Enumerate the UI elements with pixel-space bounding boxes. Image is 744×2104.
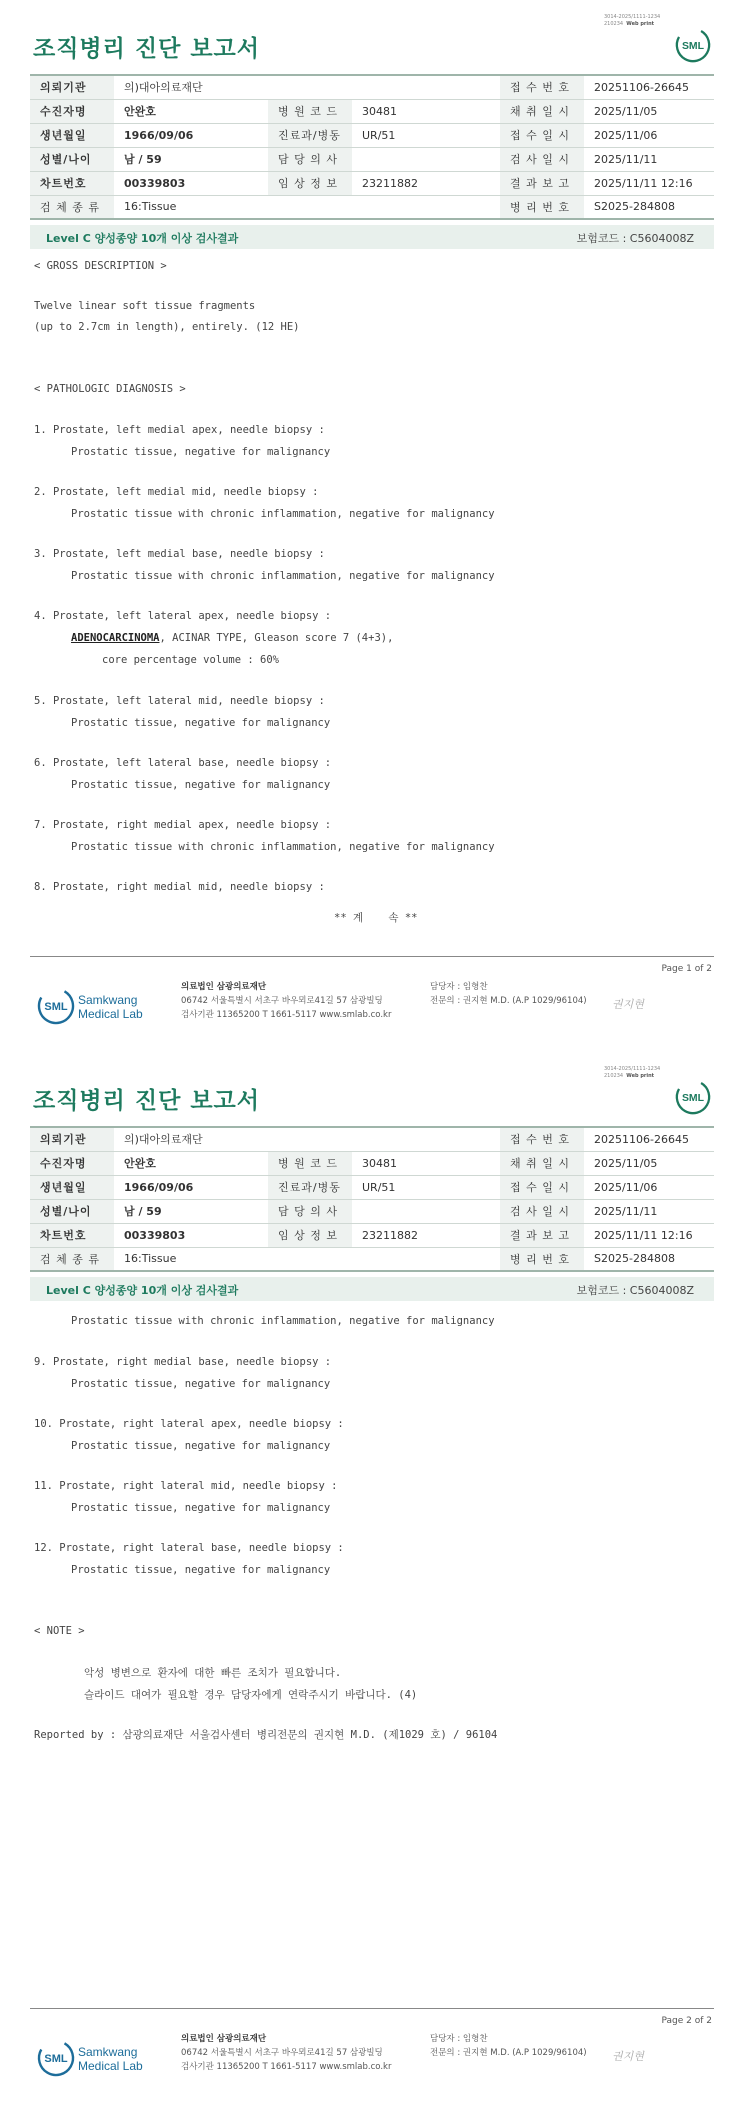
value-test-date: 2025/11/11	[584, 1199, 714, 1223]
label-physician: 담 당 의 사	[268, 147, 352, 171]
footer-staff	[430, 980, 587, 1008]
test-banner	[30, 1277, 714, 1301]
label-birth-date: 생년월일	[30, 1175, 114, 1199]
label-collection-date: 채 취 일 시	[500, 99, 584, 123]
diagnosis-result: Prostatic tissue with chronic inflammation, negative for malignancy	[71, 841, 495, 853]
note-header: < NOTE >	[34, 1625, 85, 1637]
page-number: Page 1 of 2	[661, 964, 712, 974]
value-clinical-info: 23211882	[352, 1223, 500, 1247]
diagnosis-result: Prostatic tissue with chronic inflammation, negative for malignancy	[71, 570, 495, 582]
gross-text-line: Twelve linear soft tissue fragments	[34, 300, 256, 312]
value-requesting-institution: 의)대아의료재단	[114, 1127, 500, 1151]
diagnosis-site: 8. Prostate, right medial mid, needle biopsy :	[34, 881, 325, 893]
value-specimen-type: 16:Tissue	[114, 195, 500, 219]
value-accession-number: 20251106-26645	[584, 1127, 714, 1151]
info-row	[30, 147, 714, 171]
label-clinical-info: 임 상 정 보	[268, 1223, 352, 1247]
print-meta-line2: 210234	[604, 21, 624, 27]
value-result-report: 2025/11/11 12:16	[584, 171, 714, 195]
label-requesting-institution: 의뢰기관	[30, 75, 114, 99]
value-department: UR/51	[352, 1175, 500, 1199]
value-collection-date: 2025/11/05	[584, 99, 714, 123]
label-received-date: 접 수 일 시	[500, 1175, 584, 1199]
svg-text:Samkwang: Samkwang	[78, 993, 138, 1007]
value-patient-name: 안완호	[114, 1151, 268, 1175]
diagnosis-header: < PATHOLOGIC DIAGNOSIS >	[34, 383, 186, 395]
diagnosis-site: 12. Prostate, right lateral base, needle biopsy :	[34, 1542, 344, 1554]
svg-text:SML: SML	[681, 1092, 705, 1104]
label-hospital-code: 병 원 코 드	[268, 99, 352, 123]
label-accession-number: 접 수 번 호	[500, 1127, 584, 1151]
insurance-code: 보험코드 : C5604008Z	[576, 1284, 694, 1297]
info-row	[30, 123, 714, 147]
label-specimen-type: 검 체 종 류	[30, 195, 114, 219]
value-test-date: 2025/11/11	[584, 147, 714, 171]
print-meta	[604, 14, 660, 28]
diagnosis-result: Prostatic tissue, negative for malignancy	[71, 717, 331, 729]
label-result-report: 결 과 보 고	[500, 1223, 584, 1247]
label-birth-date: 생년월일	[30, 123, 114, 147]
svg-text:SML: SML	[681, 40, 705, 52]
page-title: 조직병리 진단 보고서	[33, 1088, 260, 1114]
diagnosis-result	[71, 631, 393, 645]
info-row	[30, 1127, 714, 1151]
label-clinical-info: 임 상 정 보	[268, 171, 352, 195]
label-patient-name: 수진자명	[30, 99, 114, 123]
value-accession-number: 20251106-26645	[584, 75, 714, 99]
page-title: 조직병리 진단 보고서	[33, 36, 260, 62]
samkwang-logo-icon	[36, 982, 156, 1032]
note-line: 슬라이드 대여가 필요할 경우 담당자에게 연락주시기 바랍니다. (4)	[84, 1689, 418, 1701]
value-received-date: 2025/11/06	[584, 123, 714, 147]
value-hospital-code: 30481	[352, 99, 500, 123]
value-result-report: 2025/11/11 12:16	[584, 1223, 714, 1247]
value-birth-date: 1966/09/06	[114, 1175, 268, 1199]
gross-description-header: < GROSS DESCRIPTION >	[34, 260, 167, 272]
footer-organization	[181, 2032, 391, 2074]
value-chart-number: 00339803	[114, 171, 268, 195]
page-number: Page 2 of 2	[661, 2016, 712, 2026]
value-collection-date: 2025/11/05	[584, 1151, 714, 1175]
diagnosis-site: 9. Prostate, right medial base, needle biopsy :	[34, 1356, 332, 1368]
staff-name: 임형찬	[462, 2034, 488, 2044]
label-result-report: 결 과 보 고	[500, 171, 584, 195]
footer-organization	[181, 980, 391, 1022]
info-row	[30, 195, 714, 219]
adenocarcinoma-term: ADENOCARCINOMA	[71, 632, 160, 644]
diagnosis-site: 7. Prostate, right medial apex, needle biopsy :	[34, 819, 332, 831]
label-received-date: 접 수 일 시	[500, 123, 584, 147]
continued-marker: ** 계 속 **	[334, 912, 418, 924]
print-meta-line2: 210234	[604, 1073, 624, 1079]
info-row	[30, 1175, 714, 1199]
svg-text:Medical Lab: Medical Lab	[78, 2059, 143, 2073]
diagnosis-site: 10. Prostate, right lateral apex, needle biopsy :	[34, 1418, 344, 1430]
value-pathology-number: S2025-284808	[584, 1247, 714, 1271]
label-sex-age: 성별/나이	[30, 1199, 114, 1223]
svg-text:Samkwang: Samkwang	[78, 2045, 138, 2059]
patient-info-table	[30, 1126, 714, 1272]
label-chart-number: 차트번호	[30, 171, 114, 195]
value-patient-name: 안완호	[114, 99, 268, 123]
info-row	[30, 1247, 714, 1271]
footer-divider	[30, 2008, 714, 2009]
note-line: 악성 병변으로 환자에 대한 빠른 조치가 필요합니다.	[84, 1667, 342, 1679]
footer-divider	[30, 956, 714, 957]
info-row	[30, 1151, 714, 1175]
value-sex-age: 남 / 59	[114, 147, 268, 171]
label-specimen-type: 검 체 종 류	[30, 1247, 114, 1271]
samkwang-logo-icon	[36, 2034, 156, 2084]
label-physician: 담 당 의 사	[268, 1199, 352, 1223]
label-pathology-number: 병 리 번 호	[500, 1247, 584, 1271]
diagnosis-site: 5. Prostate, left lateral mid, needle biopsy :	[34, 695, 325, 707]
value-chart-number: 00339803	[114, 1223, 268, 1247]
info-row	[30, 171, 714, 195]
print-meta-web-print: Web print	[626, 21, 655, 27]
diagnosis-result: Prostatic tissue, negative for malignancy	[71, 1440, 331, 1452]
gross-text-line: (up to 2.7cm in length), entirely. (12 HE)	[34, 321, 300, 333]
svg-text:SML: SML	[44, 2053, 68, 2065]
label-department: 진료과/병동	[268, 1175, 352, 1199]
diagnosis-result: Prostatic tissue, negative for malignancy	[71, 1378, 331, 1390]
value-received-date: 2025/11/06	[584, 1175, 714, 1199]
value-hospital-code: 30481	[352, 1151, 500, 1175]
diagnosis-result: Prostatic tissue, negative for malignancy	[71, 1502, 331, 1514]
doctor-label: 전문의 :	[430, 2048, 461, 2058]
label-department: 진료과/병동	[268, 123, 352, 147]
value-physician	[352, 1199, 500, 1223]
sml-logo-icon	[674, 1078, 712, 1116]
value-sex-age: 남 / 59	[114, 1199, 268, 1223]
diagnosis-result: Prostatic tissue with chronic inflammation, negative for malignancy	[71, 1315, 495, 1327]
print-meta-line1: 3014-2025/1111-1234	[604, 14, 661, 20]
label-chart-number: 차트번호	[30, 1223, 114, 1247]
footer-org-name: 의료법인 삼광의료재단	[181, 2034, 267, 2044]
staff-label: 담당자 :	[430, 2034, 461, 2044]
label-collection-date: 채 취 일 시	[500, 1151, 584, 1175]
diagnosis-result: Prostatic tissue, negative for malignancy	[71, 446, 331, 458]
label-test-date: 검 사 일 시	[500, 147, 584, 171]
test-level-label: Level C 양성종양 10개 이상 검사결과	[46, 1284, 239, 1297]
value-clinical-info: 23211882	[352, 171, 500, 195]
label-sex-age: 성별/나이	[30, 147, 114, 171]
info-row	[30, 1223, 714, 1247]
reported-by: Reported by : 삼광의료재단 서울검사센터 병리전문의 권지현 M.D. (제1029 호) / 96104	[34, 1729, 498, 1741]
svg-text:SML: SML	[44, 1001, 68, 1013]
doctor-name: 권지현 M.D. (A.P 1029/96104)	[462, 2048, 587, 2058]
value-pathology-number: S2025-284808	[584, 195, 714, 219]
diagnosis-site: 2. Prostate, left medial mid, needle biopsy :	[34, 486, 319, 498]
diagnosis-result: Prostatic tissue, negative for malignancy	[71, 1564, 331, 1576]
label-accession-number: 접 수 번 호	[500, 75, 584, 99]
diagnosis-site: 11. Prostate, right lateral mid, needle biopsy :	[34, 1480, 338, 1492]
signature: 권지현	[612, 2050, 644, 2063]
footer-contact: 검사기관 11365200 T 1661-5117 www.smlab.co.kr	[181, 2062, 392, 2072]
print-meta-web-print: Web print	[626, 1073, 655, 1079]
sml-logo-icon	[674, 26, 712, 64]
footer-contact: 검사기관 11365200 T 1661-5117 www.smlab.co.kr	[181, 1010, 392, 1020]
staff-label: 담당자 :	[430, 982, 461, 992]
label-test-date: 검 사 일 시	[500, 1199, 584, 1223]
value-birth-date: 1966/09/06	[114, 123, 268, 147]
info-row	[30, 1199, 714, 1223]
value-department: UR/51	[352, 123, 500, 147]
value-physician	[352, 147, 500, 171]
diagnosis-result: Prostatic tissue, negative for malignancy	[71, 779, 331, 791]
report-page-2	[0, 1052, 744, 2104]
footer-address: 06742 서울특별시 서초구 바우뫼로41길 57 삼광빌딩	[181, 996, 383, 1006]
print-meta-line1: 3014-2025/1111-1234	[604, 1066, 661, 1072]
test-banner	[30, 225, 714, 249]
diagnosis-site: 1. Prostate, left medial apex, needle biopsy :	[34, 424, 325, 436]
label-patient-name: 수진자명	[30, 1151, 114, 1175]
footer-staff	[430, 2032, 587, 2060]
staff-name: 임형찬	[462, 982, 488, 992]
core-percentage: core percentage volume : 60%	[102, 654, 280, 666]
value-specimen-type: 16:Tissue	[114, 1247, 500, 1271]
diagnosis-result: Prostatic tissue with chronic inflammation, negative for malignancy	[71, 508, 495, 520]
label-pathology-number: 병 리 번 호	[500, 195, 584, 219]
doctor-label: 전문의 :	[430, 996, 461, 1006]
patient-info-table	[30, 74, 714, 220]
signature: 권지현	[612, 998, 644, 1011]
svg-text:Medical Lab: Medical Lab	[78, 1007, 143, 1021]
label-requesting-institution: 의뢰기관	[30, 1127, 114, 1151]
doctor-name: 권지현 M.D. (A.P 1029/96104)	[462, 996, 587, 1006]
test-level-label: Level C 양성종양 10개 이상 검사결과	[46, 232, 239, 245]
value-requesting-institution: 의)대아의료재단	[114, 75, 500, 99]
label-hospital-code: 병 원 코 드	[268, 1151, 352, 1175]
info-row	[30, 75, 714, 99]
insurance-code: 보험코드 : C5604008Z	[576, 232, 694, 245]
print-meta	[604, 1066, 660, 1080]
footer-address: 06742 서울특별시 서초구 바우뫼로41길 57 삼광빌딩	[181, 2048, 383, 2058]
diagnosis-site: 3. Prostate, left medial base, needle biopsy :	[34, 548, 325, 560]
diagnosis-result-detail: , ACINAR TYPE, Gleason score 7 (4+3),	[159, 632, 394, 644]
footer-org-name: 의료법인 삼광의료재단	[181, 982, 267, 992]
diagnosis-site: 4. Prostate, left lateral apex, needle biopsy :	[34, 610, 332, 622]
diagnosis-site: 6. Prostate, left lateral base, needle biopsy :	[34, 757, 332, 769]
info-row	[30, 99, 714, 123]
